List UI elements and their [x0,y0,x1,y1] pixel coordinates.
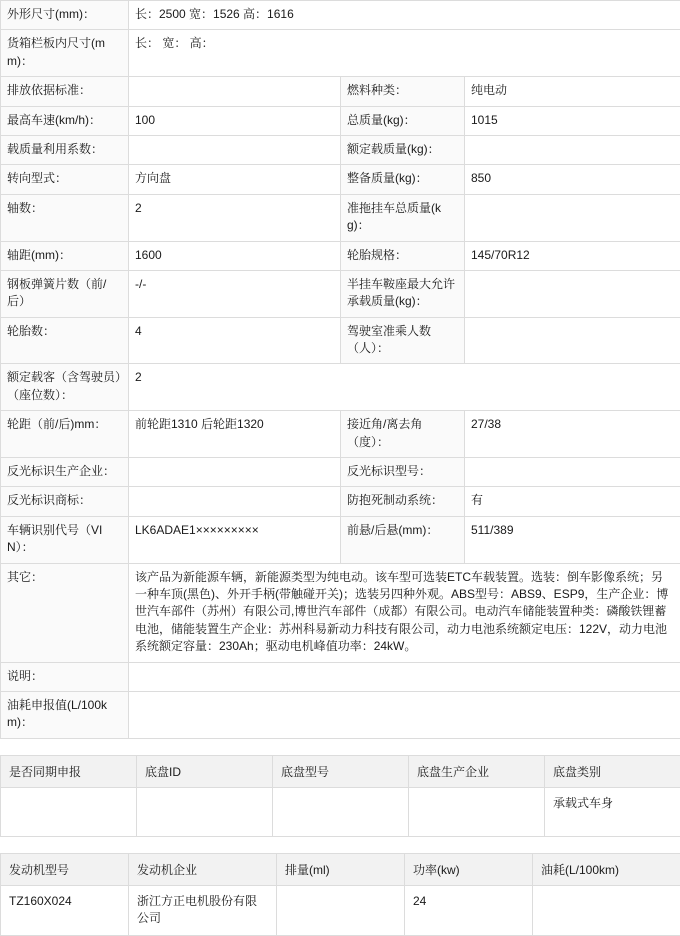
spec-value: 2 [129,194,341,241]
chassis-table [0,755,680,837]
spec-label: 整备质量(kg)： [341,165,465,194]
spec-label: 驾驶室准乘人数（人）： [341,317,465,364]
engine-cell: 浙江方正电机股份有限公司 [129,885,277,935]
chassis-header-row [1,755,680,787]
engine-header-cell: 发动机型号 [1,853,129,885]
spec-label: 半挂车鞍座最大允许承载质量(kg)： [341,270,465,317]
spec-value: 1600 [129,241,341,270]
engine-header-row [1,853,680,885]
spec-value [129,135,341,164]
spec-value: 100 [129,106,341,135]
spec-value: 27/38 [465,411,680,458]
spec-label: 防抱死制动系统： [341,487,465,516]
spec-label: 轴距(mm)： [1,241,129,270]
spec-label: 反光标识型号： [341,458,465,487]
engine-cell: TZ160X024 [1,885,129,935]
table-row [1,787,680,836]
chassis-cell [1,787,137,836]
spec-label: 额定载客（含驾驶员）（座位数）： [1,364,129,411]
chassis-header-cell: 底盘型号 [273,755,409,787]
spec-value: -/- [129,270,341,317]
spec-value: 方向盘 [129,165,341,194]
spec-label: 额定载质量(kg)： [341,135,465,164]
table-row [1,317,680,364]
spec-label: 转向型式： [1,165,129,194]
spec-value [465,317,680,364]
spec-label: 最高车速(km/h)： [1,106,129,135]
spec-label: 总质量(kg)： [341,106,465,135]
spec-value: 2 [129,364,680,411]
engine-header-cell: 发动机企业 [129,853,277,885]
table-row [1,1,680,30]
spec-label: 货箱栏板内尺寸(mm)： [1,30,129,77]
spec-value: 4 [129,317,341,364]
table-row [1,364,680,411]
spec-label: 载质量利用系数： [1,135,129,164]
table-row-shuoming [1,662,680,691]
spec-value: 前轮距1310 后轮距1320 [129,411,341,458]
spec-value: 145/70R12 [465,241,680,270]
table-row [1,516,680,563]
spec-value: 有 [465,487,680,516]
youhao-value [129,691,680,738]
chassis-header-cell: 底盘类别 [545,755,680,787]
engine-table [0,853,680,936]
table-row [1,165,680,194]
spec-value: LK6ADAE1××××××××× [129,516,341,563]
spec-value [465,194,680,241]
table-row [1,106,680,135]
table-row [1,458,680,487]
spec-value: 长： 宽： 高： [129,30,680,77]
spec-value [465,135,680,164]
table-row [1,135,680,164]
spec-label: 准拖挂车总质量(kg)： [341,194,465,241]
spec-value [129,487,341,516]
spec-value: 511/389 [465,516,680,563]
chassis-header-cell: 底盘ID [137,755,273,787]
chassis-header-cell: 是否同期申报 [1,755,137,787]
table-row [1,77,680,106]
spec-label: 排放依据标准： [1,77,129,106]
engine-cell [277,885,405,935]
other-label: 其它： [1,563,129,662]
engine-cell [533,885,680,935]
chassis-header-cell: 底盘生产企业 [409,755,545,787]
spec-value: 1015 [465,106,680,135]
youhao-label: 油耗申报值(L/100km)： [1,691,129,738]
spec-label: 轮胎规格： [341,241,465,270]
table-row [1,487,680,516]
table-row [1,885,680,935]
spec-label: 轮胎数： [1,317,129,364]
spec-label: 车辆识别代号（VIN）： [1,516,129,563]
spec-value [465,458,680,487]
chassis-cell [137,787,273,836]
engine-cell: 24 [405,885,533,935]
table-row-youhao [1,691,680,738]
chassis-cell: 承载式车身 [545,787,680,836]
spec-label: 前悬/后悬(mm)： [341,516,465,563]
engine-header-cell: 功率(kw) [405,853,533,885]
chassis-cell [273,787,409,836]
spec-label: 燃料种类： [341,77,465,106]
spec-value: 850 [465,165,680,194]
chassis-cell [409,787,545,836]
table-row [1,411,680,458]
spec-label: 轮距（前/后)mm： [1,411,129,458]
table-row [1,270,680,317]
spec-label: 钢板弹簧片数（前/后） [1,270,129,317]
spec-label: 反光标识生产企业： [1,458,129,487]
spec-value [129,458,341,487]
spec-value [465,270,680,317]
spec-label: 反光标识商标： [1,487,129,516]
engine-header-cell: 油耗(L/100km) [533,853,680,885]
shuoming-value [129,662,680,691]
engine-header-cell: 排量(ml) [277,853,405,885]
spec-value: 纯电动 [465,77,680,106]
shuoming-label: 说明： [1,662,129,691]
other-value: 该产品为新能源车辆，新能源类型为纯电动。该车型可选装ETC车载装置。选装：倒车影像系统；另一种车顶(黑色)、外开手柄(带触碰开关)；选装另四种外观。ABS型号：ABS9、ESP9，生产企业：博世汽车部件（苏州）有限公司,博世汽车部件（成都）有限公司。电动汽车储能装置种类：磷酸铁锂蓄电池，储能装置生产企业：苏州科易新动力科技有限公司，动力电池系统额定电压：122V，动力电池系统额定容量：230Ah；驱动电机峰值功率：24kW。 [129,563,680,662]
spec-value: 长：2500 宽：1526 高：1616 [129,1,680,30]
spec-label: 轴数： [1,194,129,241]
table-row-other [1,563,680,662]
spec-value [129,77,341,106]
spec-label: 接近角/离去角（度）： [341,411,465,458]
table-row [1,30,680,77]
table-row [1,241,680,270]
table-row [1,194,680,241]
spec-label: 外形尺寸(mm)： [1,1,129,30]
